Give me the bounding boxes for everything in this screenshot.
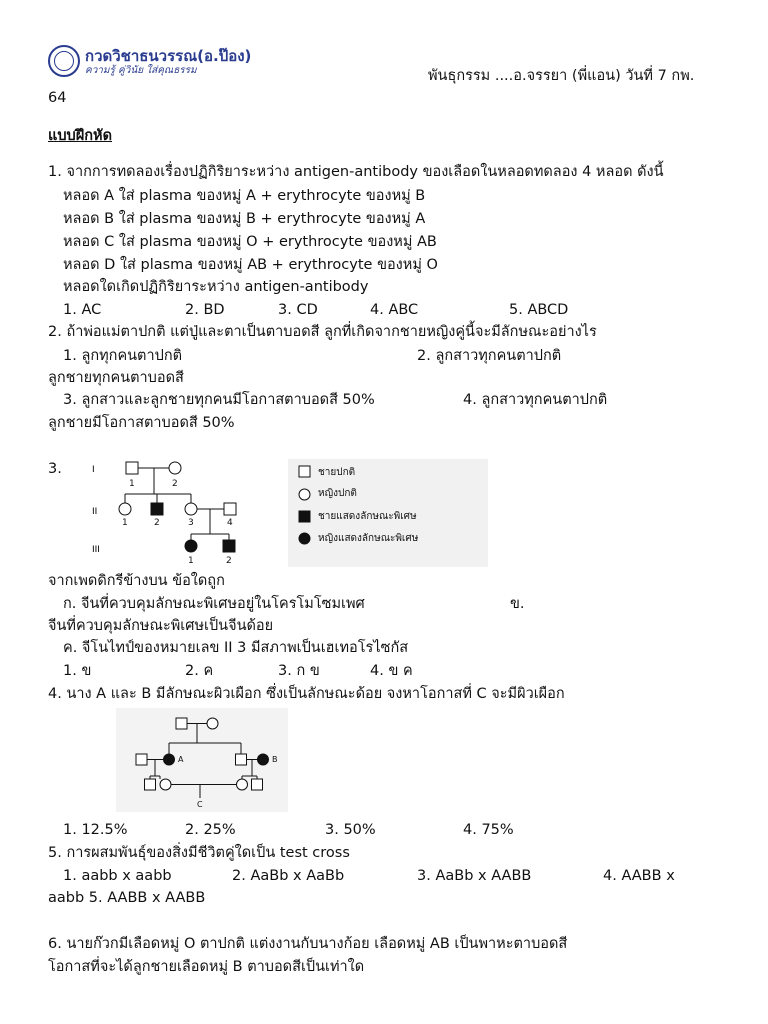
q5-option-1: 1. aabb x aabb xyxy=(63,868,172,884)
pedigree-left-daughter xyxy=(160,779,171,790)
school-name: กวดวิชาธนวรรณ(อ.ป๊อง) xyxy=(85,47,252,65)
pedigree-grandmother xyxy=(207,718,218,729)
pedigree-number: 2 xyxy=(172,479,178,489)
q3-stem: จากเพดดิกรีข้างบน ข้อใดถูก xyxy=(48,573,225,589)
q3-option-3: 3. ก ข xyxy=(278,663,320,679)
q3-choice-c: ค. จีโนไทป์ของหมายเลข II 3 มีสภาพเป็นเฮเทอโรไซกัส xyxy=(63,640,409,656)
q2-option-4: 4. ลูกสาวทุกคนตาปกติ xyxy=(463,392,608,408)
q4-option-1: 1. 12.5% xyxy=(63,822,128,838)
q1-tube-a: หลอด A ใส่ plasma ของหมู่ A + erythrocyte ของหมู่ B xyxy=(63,188,426,204)
q1-option-2: 2. BD xyxy=(185,302,225,318)
q3-option-2: 2. ค xyxy=(185,663,214,679)
generation-ii-label: II xyxy=(92,507,98,517)
legend-filled-circle-icon xyxy=(299,533,310,544)
pedigree-ii2-affected-male xyxy=(151,503,163,515)
q5-stem: 5. การผสมพันธุ์ของสิ่งมีชีวิตคู่ใดเป็น test cross xyxy=(48,845,350,861)
q5-option-2: 2. AaBb x AaBb xyxy=(232,868,345,884)
pedigree-left-son xyxy=(145,779,156,790)
q4-option-4: 4. 75% xyxy=(463,822,514,838)
pedigree-number: 2 xyxy=(154,518,160,528)
legend-affected-female: หญิงแสดงลักษณะพิเศษ xyxy=(318,533,419,544)
q5-option-cont: aabb 5. AABB x AABB xyxy=(48,890,206,906)
q3-pedigree-legend xyxy=(288,459,488,567)
pedigree-right-daughter xyxy=(237,779,248,790)
pedigree-number: 2 xyxy=(226,556,232,566)
q3-option-4: 4. ข ค xyxy=(370,663,413,679)
generation-i-label: I xyxy=(92,465,95,475)
q3-pedigree-diagram xyxy=(78,456,288,571)
q4-option-3: 3. 50% xyxy=(325,822,376,838)
generation-iii-label: III xyxy=(92,545,100,555)
pedigree-woman-a-albino xyxy=(164,754,175,765)
q1-option-3: 3. CD xyxy=(278,302,318,318)
pedigree-right-husband xyxy=(236,754,247,765)
legend-affected-male: ชายแสดงลักษณะพิเศษ xyxy=(318,511,417,522)
q1-ask: หลอดใดเกิดปฏิกิริยาระหว่าง antigen-antibody xyxy=(63,279,369,295)
q3-choice-a: ก. จีนที่ควบคุมลักษณะพิเศษอยู่ในโครโมโซมเพศ xyxy=(63,596,365,612)
q2-stem: 2. ถ้าพ่อแม่ตาปกติ แต่ปู่และตาเป็นตาบอดสี ลูกที่เกิดจากชายหญิงคู่นี้จะมีลักษณะอย่างไร xyxy=(48,324,597,340)
q4-option-2: 2. 25% xyxy=(185,822,236,838)
q4-label-c: C xyxy=(197,800,203,809)
pedigree-ii4-normal-male xyxy=(224,503,236,515)
pedigree-number: 3 xyxy=(188,518,194,528)
legend-filled-square-icon xyxy=(299,511,310,522)
q2-option-3: 3. ลูกสาวและลูกชายทุกคนมีโอกาสตาบอดสี 50% xyxy=(63,392,375,408)
pedigree-i2-normal-female xyxy=(169,462,181,474)
pedigree-ii1-normal-female xyxy=(119,503,131,515)
subject-year: 64 xyxy=(48,90,67,106)
q6-line-2: โอกาสที่จะได้ลูกชายเลือดหมู่ B ตาบอดสีเป็นเท่าใด xyxy=(48,959,365,975)
pedigree-number: 1 xyxy=(188,556,194,566)
pedigree-right-son xyxy=(252,779,263,790)
q1-option-4: 4. ABC xyxy=(370,302,419,318)
q5-option-4: 4. AABB x xyxy=(603,868,675,884)
q5-option-3: 3. AaBb x AABB xyxy=(417,868,532,884)
pedigree-left-husband xyxy=(136,754,147,765)
page-heading: แบบฝึกหัด xyxy=(48,128,113,144)
q1-stem: 1. จากการทดลองเรื่องปฏิกิริยาระหว่าง antigen-antibody ของเลือดในหลอดทดลอง 4 หลอด ดังนี้ xyxy=(48,164,664,180)
q4-label-b: B xyxy=(272,755,278,764)
q1-option-5: 5. ABCD xyxy=(509,302,569,318)
school-logo-icon xyxy=(48,45,80,77)
school-motto: ความรู้ คู่วินัย ใส่คุณธรรม xyxy=(85,65,197,76)
legend-normal-male: ชายปกติ xyxy=(318,467,356,478)
q2-option-4-cont: ลูกชายมีโอกาสตาบอดสี 50% xyxy=(48,415,235,431)
legend-square-icon xyxy=(299,466,310,477)
q4-stem: 4. นาง A และ B มีลักษณะผิวเผือก ซึ่งเป็นลักษณะด้อย จงหาโอกาสที่ C จะมีผิวเผือก xyxy=(48,686,565,702)
q2-option-2-cont: ลูกชายทุกคนตาบอดสี xyxy=(48,370,184,386)
legend-symbols xyxy=(298,465,312,559)
q3-number: 3. xyxy=(48,461,62,477)
q2-option-2: 2. ลูกสาวทุกคนตาปกติ xyxy=(417,348,562,364)
pedigree-woman-b-albino xyxy=(258,754,269,765)
q1-option-1: 1. AC xyxy=(63,302,102,318)
pedigree-iii2-affected-male xyxy=(223,540,235,552)
q1-tube-b: หลอด B ใส่ plasma ของหมู่ B + erythrocyte ของหมู่ A xyxy=(63,211,426,227)
q1-tube-d: หลอด D ใส่ plasma ของหมู่ AB + erythrocyte ของหมู่ O xyxy=(63,257,438,273)
subject-line: พันธุกรรม ....อ.จรรยา (พี่แอน) วันที่ 7 กพ. xyxy=(428,68,695,84)
q4-label-a: A xyxy=(178,755,184,764)
q3-choice-b-cont: จีนที่ควบคุมลักษณะพิเศษเป็นจีนด้อย xyxy=(48,618,274,634)
legend-normal-female: หญิงปกติ xyxy=(318,488,357,499)
q2-option-1: 1. ลูกทุกคนตาปกติ xyxy=(63,348,183,364)
pedigree-grandfather xyxy=(176,718,187,729)
pedigree-number: 4 xyxy=(227,518,233,528)
legend-circle-icon xyxy=(299,489,310,500)
pedigree-i1-normal-male xyxy=(126,462,138,474)
q3-option-1: 1. ข xyxy=(63,663,92,679)
q3-choice-b: ข. xyxy=(510,596,525,612)
pedigree-number: 1 xyxy=(122,518,128,528)
q6-line-1: 6. นายก๊วกมีเลือดหมู่ O ตาปกติ แต่งงานกับนางก้อย เลือดหมู่ AB เป็นพาหะตาบอดสี xyxy=(48,936,568,952)
pedigree-iii1-affected-female xyxy=(185,540,197,552)
pedigree-ii3-normal-female xyxy=(185,503,197,515)
q4-pedigree-diagram xyxy=(116,708,288,812)
pedigree-number: 1 xyxy=(129,479,135,489)
q1-tube-c: หลอด C ใส่ plasma ของหมู่ O + erythrocyte ของหมู่ AB xyxy=(63,234,437,250)
